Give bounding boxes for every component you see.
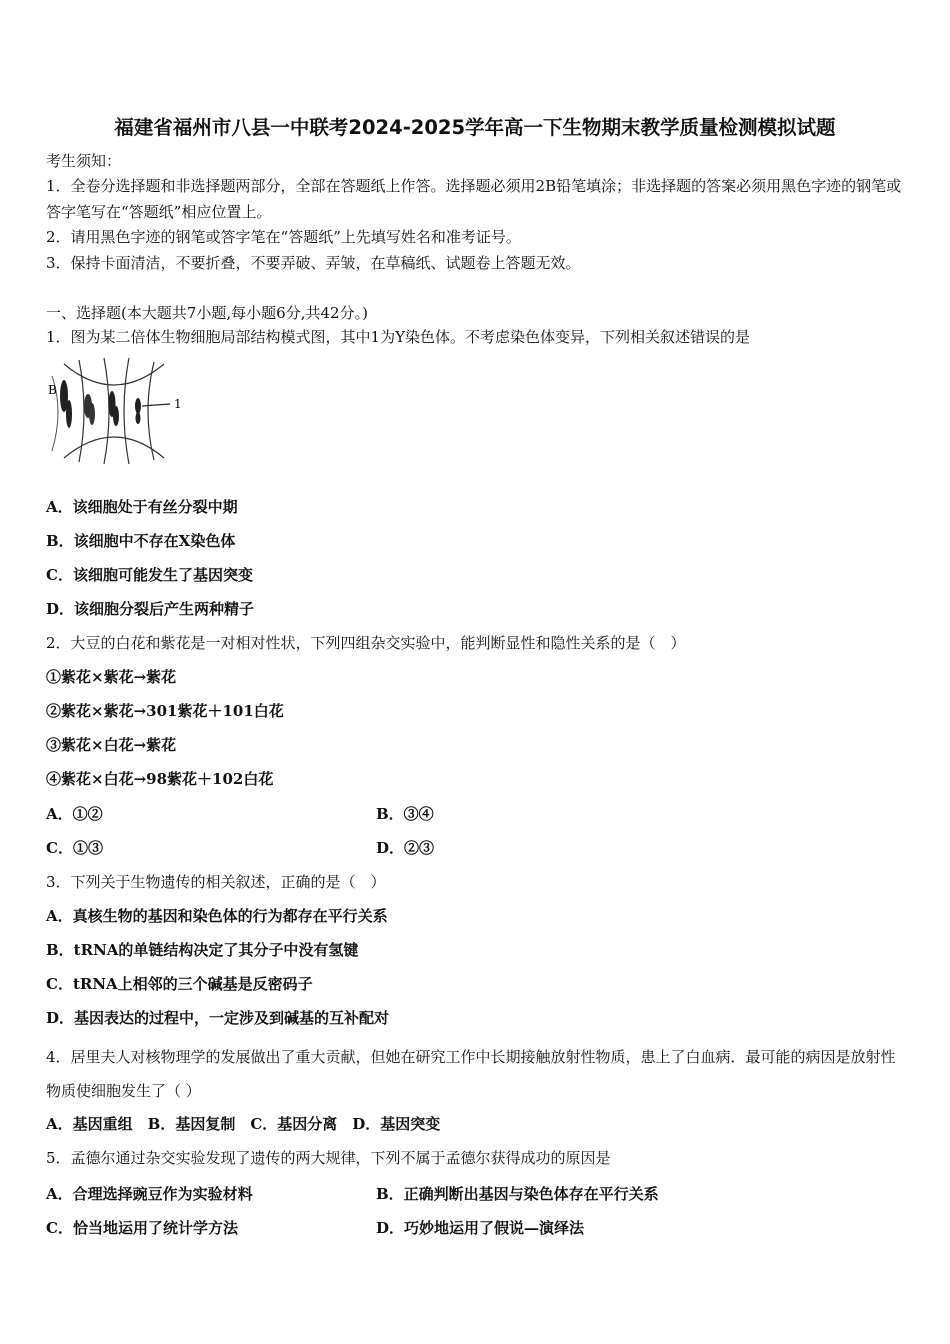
notice-item-1: 1．全卷分选择题和非选择题两部分，全部在答题纸上作答。选择题必须用2B铅笔填涂；非选择题的答案必须用黑色字迹的钢笔或答字笔写在“答题纸”相应位置上。 xyxy=(46,177,902,221)
q3-option-b: B．tRNA的单链结构决定了其分子中没有氢键 xyxy=(46,941,359,959)
q2-cross-4: ④紫花×白花→98紫花＋102白花 xyxy=(46,770,274,788)
q2-cross-1: ①紫花×紫花→紫花 xyxy=(46,668,177,686)
q1-option-a: A．该细胞处于有丝分裂中期 xyxy=(46,498,238,516)
q3-option-c: C．tRNA上相邻的三个碱基是反密码子 xyxy=(46,975,313,993)
q1-option-c: C．该细胞可能发生了基因突变 xyxy=(46,566,253,584)
q2-stem: 2．大豆的白花和紫花是一对相对性状，下列四组杂交实验中，能判断显性和隐性关系的是（ ） xyxy=(46,634,686,652)
cell-diagram xyxy=(44,356,194,466)
q3-option-d: D．基因表达的过程中，一定涉及到碱基的互补配对 xyxy=(46,1009,390,1027)
q5-option-c: C．恰当地运用了统计学方法 xyxy=(46,1219,238,1237)
q4-stem: 4．居里夫人对核物理学的发展做出了重大贡献，但她在研究工作中长期接触放射性物质，患上了白血病．最可能的病因是放射性物质使细胞发生了（ ） xyxy=(46,1048,896,1100)
q3-option-a: A．真核生物的基因和染色体的行为都存在平行关系 xyxy=(46,907,388,925)
q5-option-a: A．合理选择豌豆作为实验材料 xyxy=(46,1185,253,1203)
q1-stem: 1．图为某二倍体生物细胞局部结构模式图，其中1为Y染色体。不考虑染色体变异，下列相关叙述错误的是 xyxy=(46,328,750,346)
page-title: 福建省福州市八县一中联考2024-2025学年高一下生物期末教学质量检测模拟试题 xyxy=(114,116,836,139)
figure-label-b: B xyxy=(48,383,57,397)
q5-option-b: B．正确判断出基因与染色体存在平行关系 xyxy=(376,1185,659,1203)
q2-option-d: D．②③ xyxy=(376,839,435,857)
q3-stem: 3．下列关于生物遗传的相关叙述，正确的是（ ） xyxy=(46,873,386,891)
section-heading: 一、选择题(本大题共7小题,每小题6分,共42分。) xyxy=(46,304,368,322)
q5-stem: 5．孟德尔通过杂交实验发现了遗传的两大规律，下列不属于孟德尔获得成功的原因是 xyxy=(46,1149,611,1167)
notice-item-2: 2．请用黑色字迹的钢笔或答字笔在“答题纸”上先填写姓名和准考证号。 xyxy=(46,228,521,246)
notice-item-3: 3．保持卡面清洁，不要折叠，不要弄破、弄皱，在草稿纸、试题卷上答题无效。 xyxy=(46,254,581,272)
figure-label-1: 1 xyxy=(174,397,182,411)
q2-cross-2: ②紫花×紫花→301紫花＋101白花 xyxy=(46,702,284,720)
q1-option-b: B．该细胞中不存在X染色体 xyxy=(46,532,236,550)
q4-options: A．基因重组 B．基因复制 C．基因分离 D．基因突变 xyxy=(46,1115,441,1133)
q2-cross-3: ③紫花×白花→紫花 xyxy=(46,736,177,754)
q1-option-d: D．该细胞分裂后产生两种精子 xyxy=(46,600,255,618)
q2-option-a: A．①② xyxy=(46,805,103,823)
q5-option-d: D．巧妙地运用了假说—演绎法 xyxy=(376,1219,585,1237)
q2-option-c: C．①③ xyxy=(46,839,103,857)
q2-option-b: B．③④ xyxy=(376,805,434,823)
notice-heading: 考生须知： xyxy=(46,152,122,170)
